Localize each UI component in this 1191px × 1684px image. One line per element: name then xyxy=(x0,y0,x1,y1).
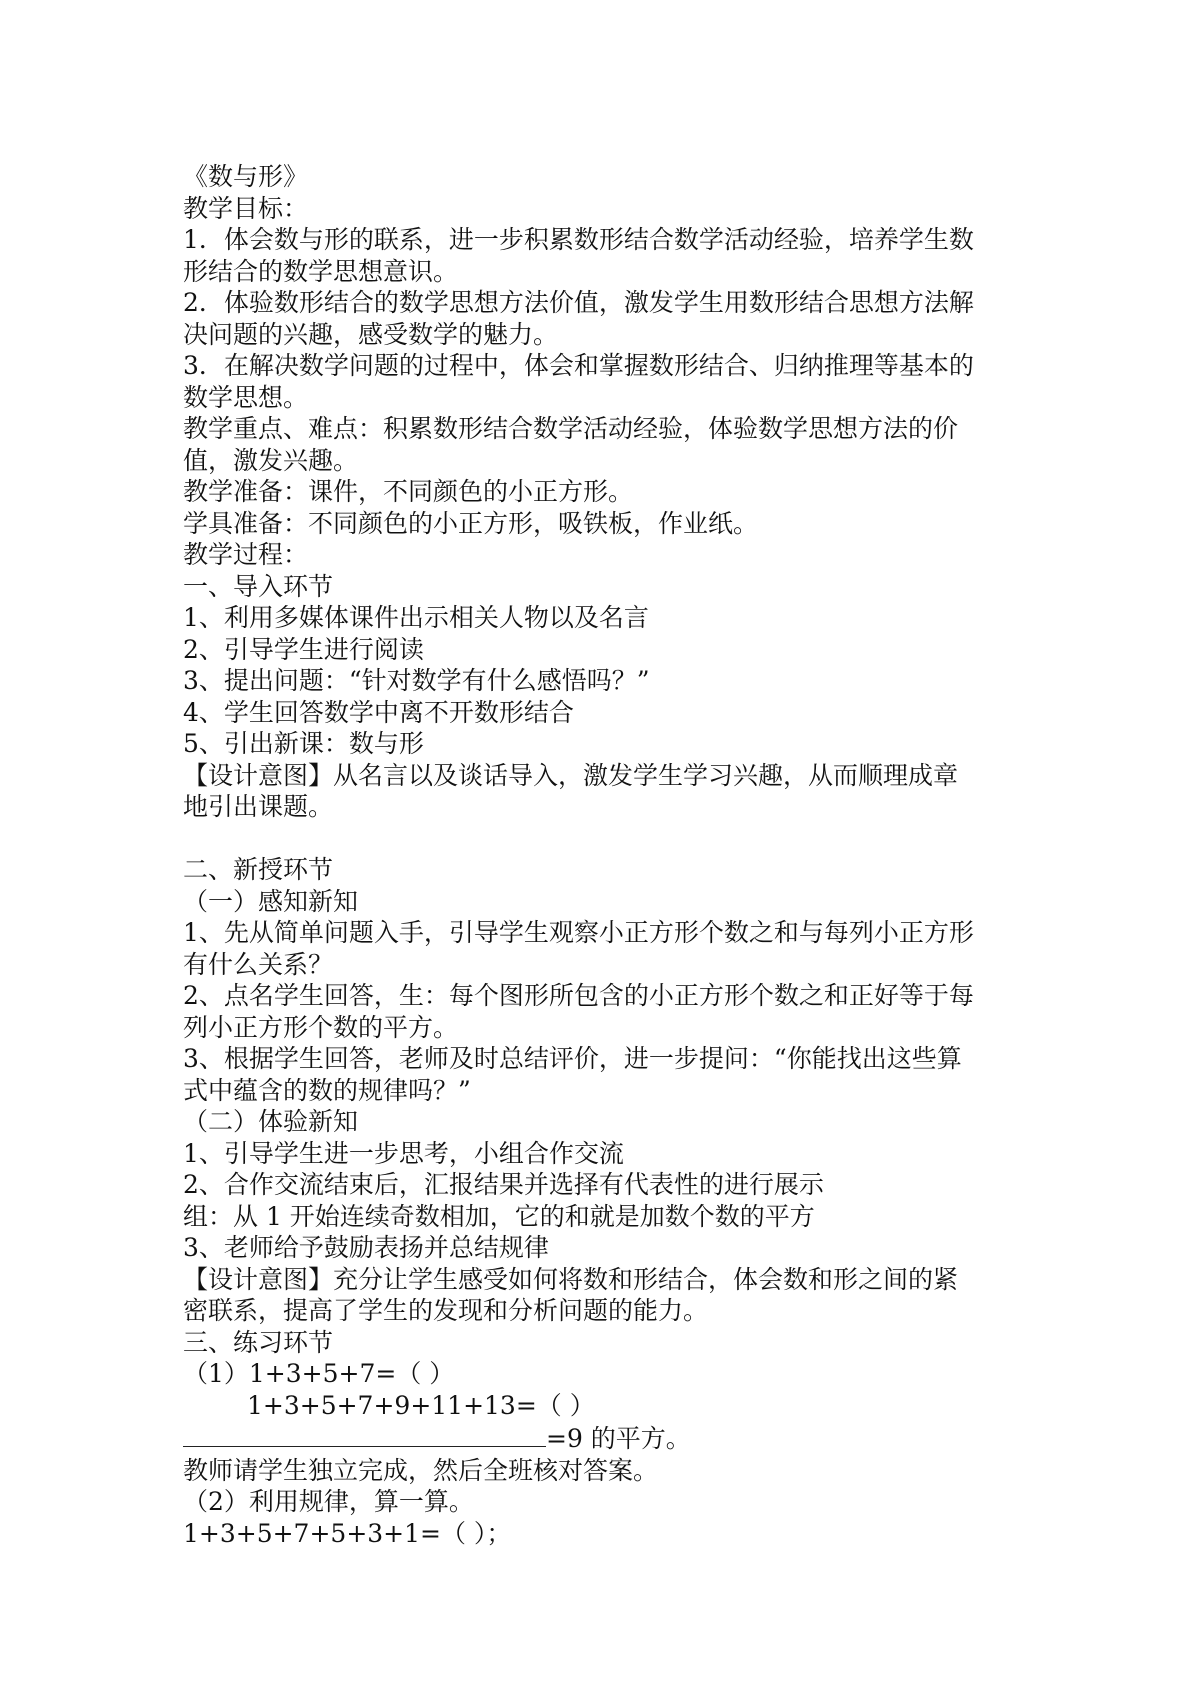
section2-sub1-item: 1、先从简单问题入手，引导学生观察小正方形个数之和与每列小正方形 有什么关系？ xyxy=(183,918,974,979)
key-points: 教学重点、难点：积累数形结合数学活动经验，体验数学思想方法的价 值，激发兴趣。 xyxy=(183,414,959,475)
section1-item: 3、提出问题：“针对数学有什么感悟吗？” xyxy=(183,666,650,695)
section1-item: 5、引出新课：数与形 xyxy=(183,729,424,758)
teacher-prep: 教学准备：课件，不同颜色的小正方形。 xyxy=(183,477,634,506)
section1-heading: 一、导入环节 xyxy=(183,571,334,601)
objective-1: 1．体会数与形的联系，进一步积累数形结合数学活动经验，培养学生数 形结合的数学思想意识。 xyxy=(183,225,974,286)
exercise2-heading: （2）利用规律，算一算。 xyxy=(183,1487,474,1516)
section1-item: 2、引导学生进行阅读 xyxy=(183,634,424,664)
document-title: 《数与形》 xyxy=(183,162,309,191)
document-body xyxy=(183,161,1013,1549)
answer-blank-line xyxy=(183,1421,546,1447)
section2-sub2-item: 2、合作交流结束后，汇报结果并选择有代表性的进行展示 xyxy=(183,1170,824,1199)
section2-design-intent: 【设计意图】充分让学生感受如何将数和形结合，体会数和形之间的紧 密联系，提高了学生的发现和分析问题的能力。 xyxy=(183,1264,959,1325)
section2-sub2-item: 3、老师给予鼓励表扬并总结规律 xyxy=(183,1233,549,1262)
section2-sub2-heading: （二）体验新知 xyxy=(183,1107,359,1136)
section1-item: 1、利用多媒体课件出示相关人物以及名言 xyxy=(183,603,649,632)
exercise1-b: 1+3+5+7+9+11+13=（ ） xyxy=(247,1390,595,1420)
exercise1-note: 教师请学生独立完成，然后全班核对答案。 xyxy=(183,1455,659,1485)
objectives-heading: 教学目标： xyxy=(183,193,309,223)
section3-heading: 三、练习环节 xyxy=(183,1327,334,1357)
blank-line xyxy=(183,823,1013,855)
objective-2: 2．体验数形结合的数学思想方法价值，激发学生用数形结合思想方法解 决问题的兴趣，感受数学的魅力。 xyxy=(183,288,974,349)
student-prep: 学具准备：不同颜色的小正方形，吸铁板，作业纸。 xyxy=(183,508,759,538)
section2-sub1-item: 2、点名学生回答，生：每个图形所包含的小正方形个数之和正好等于每 列小正方形个数的平方。 xyxy=(183,981,974,1042)
section2-sub2-item: 1、引导学生进一步思考，小组合作交流 xyxy=(183,1138,624,1168)
exercise2-a: 1+3+5+7+5+3+1=（ ）； xyxy=(183,1518,512,1548)
objective-3: 3．在解决数学问题的过程中，体会和掌握数形结合、归纳推理等基本的 数学思想。 xyxy=(183,351,974,412)
process-heading: 教学过程： xyxy=(183,540,309,569)
section2-heading: 二、新授环节 xyxy=(183,855,334,884)
section2-sub1-heading: （一）感知新知 xyxy=(183,886,359,916)
section2-sub2-item: 组：从 1 开始连续奇数相加，它的和就是加数个数的平方 xyxy=(183,1201,815,1231)
exercise1-a: （1）1+3+5+7=（ ） xyxy=(183,1359,455,1388)
section2-sub1-item: 3、根据学生回答，老师及时总结评价，进一步提问：“你能找出这些算 式中蕴含的数的规律吗？” xyxy=(183,1044,962,1105)
section1-item: 4、学生回答数学中离不开数形结合 xyxy=(183,697,574,727)
exercise1-c: =9 的平方。 xyxy=(183,1421,1013,1455)
section1-design-intent: 【设计意图】从名言以及谈话导入，激发学生学习兴趣，从而顺理成章 地引出课题。 xyxy=(183,760,959,821)
